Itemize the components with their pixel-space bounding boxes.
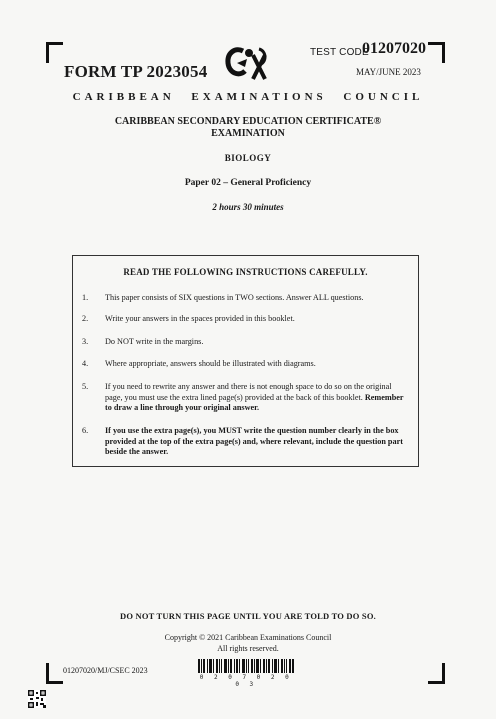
instruction-emphasis: Remember to draw a line through your original answer. (105, 392, 404, 412)
exam-duration: 2 hours 30 minutes (212, 202, 284, 212)
subject-title: BIOLOGY (224, 153, 272, 163)
qr-code-icon (28, 690, 46, 708)
copyright-line-2: All rights reserved. (217, 644, 279, 653)
certificate-title (0, 116, 496, 140)
test-code-label: TEST CODE (310, 47, 369, 58)
paper-title: Paper 02 – General Proficiency (184, 178, 312, 188)
certificate-line-1: CARIBBEAN SECONDARY EDUCATION CERTIFICATE® (114, 116, 382, 127)
instruction-number: 5. (82, 382, 89, 391)
barcode-number: 0 2 0 7 0 2 0 0 3 (199, 674, 293, 688)
do-not-turn-notice: DO NOT TURN THIS PAGE UNTIL YOU ARE TOLD TO DO SO. (120, 611, 376, 621)
instruction-number: 1. (82, 293, 89, 302)
copyright-line-1: Copyright © 2021 Caribbean Examinations Council (164, 633, 332, 642)
barcode-icon (198, 659, 294, 673)
instruction-text: This paper consists of SIX questions in TWO sections. Answer ALL questions. (105, 293, 364, 302)
exam-session: MAY/JUNE 2023 (356, 67, 421, 77)
corner-mark-bottom-right (428, 663, 445, 684)
instruction-number: 4. (82, 359, 89, 368)
instruction-text-block (105, 382, 409, 414)
council-name: CARIBBEAN EXAMINATIONS COUNCIL (72, 91, 424, 103)
instruction-text: Where appropriate, answers should be illustrated with diagrams. (105, 359, 316, 368)
instruction-text: Do NOT write in the margins. (105, 337, 204, 346)
copyright-notice (0, 632, 496, 654)
corner-mark-top-left (46, 42, 63, 63)
certificate-line-2: EXAMINATION (211, 128, 285, 139)
instruction-number: 6. (82, 426, 89, 435)
instruction-text: If you use the extra page(s), you MUST write the question number clearly in the box provided at the top of the extra page(s) and, where relevant, include the question part beside the answer. (105, 426, 403, 456)
instructions-box (72, 255, 419, 467)
instruction-number: 3. (82, 337, 89, 346)
instruction-text: Write your answers in the spaces provided in this booklet. (105, 314, 295, 323)
instruction-number: 2. (82, 314, 89, 323)
corner-mark-top-right (428, 42, 445, 63)
cxc-logo-icon (223, 45, 269, 85)
instructions-title: READ THE FOLLOWING INSTRUCTIONS CAREFULLY. (123, 267, 368, 277)
footer-paper-code: 01207020/MJ/CSEC 2023 (63, 666, 148, 675)
test-code-value: 01207020 (362, 40, 426, 57)
corner-mark-bottom-left (46, 663, 63, 684)
form-number: FORM TP 2023054 (64, 62, 208, 81)
instruction-text: If you need to rewrite any answer and there is not enough space to do so on the original page, you must use the extra lined page(s) provided at the back of this booklet. (105, 382, 392, 402)
